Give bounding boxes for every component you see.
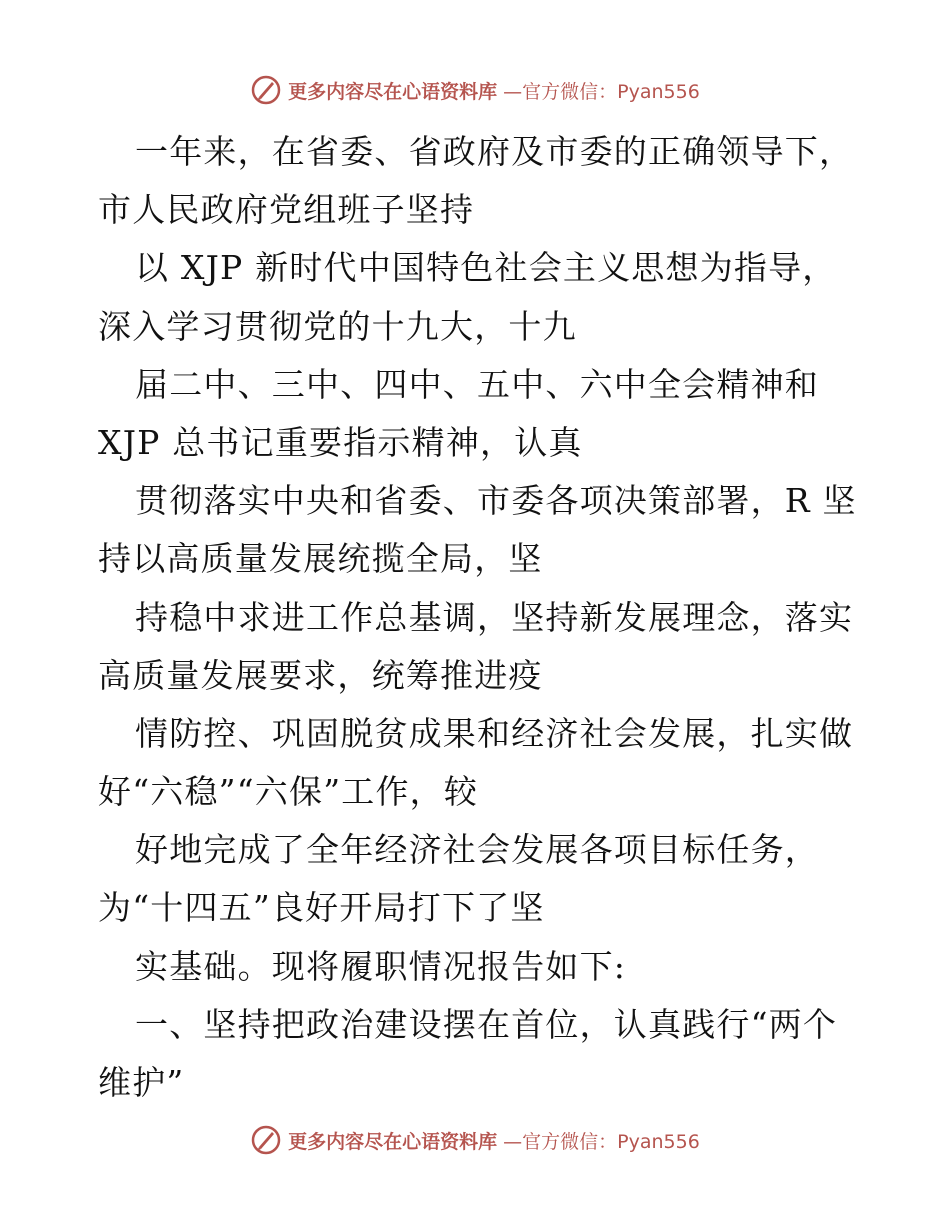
body-line: 以 XJP 新时代中国特色社会主义思想为指导， <box>135 248 837 288</box>
footer-watermark-banner <box>0 1120 950 1160</box>
body-line: 贯彻落实中央和省委、市委各项决策部署，R 坚 <box>135 481 857 521</box>
banner-main-text: 更多内容尽在心语资料库 <box>288 80 498 103</box>
body-line: 市人民政府党组班子坚持 <box>98 190 475 230</box>
quill-pen-circle-icon <box>250 1124 282 1156</box>
quill-pen-circle-icon <box>250 74 282 106</box>
body-line: 高质量发展要求，统筹推进疫 <box>98 655 543 695</box>
document-body <box>98 123 858 1112</box>
body-line: 持稳中求进工作总基调，坚持新发展理念，落实 <box>135 597 854 637</box>
body-line: 一年来，在省委、省政府及市委的正确领导下， <box>135 132 854 171</box>
body-line: 持以高质量发展统揽全局，坚 <box>98 539 543 579</box>
body-line: 维护” <box>98 1063 185 1102</box>
body-line: 深入学习贯彻党的十九大，十九 <box>98 306 577 346</box>
body-line: 好“六稳”“六保”工作，较 <box>98 772 479 812</box>
body-line: 为“十四五”良好开局打下了坚 <box>98 888 545 928</box>
banner-wechat-text: —官方微信：Pyan556 <box>503 80 700 103</box>
body-line: 情防控、巩固脱贫成果和经济社会发展，扎实做 <box>135 713 854 753</box>
body-line: 实基础。现将履职情况报告如下: <box>135 946 627 986</box>
body-line: 好地完成了全年经济社会发展各项目标任务， <box>135 830 819 870</box>
body-line: 届二中、三中、四中、五中、六中全会精神和 <box>135 364 819 404</box>
body-line: 一、坚持把政治建设摆在首位，认真践行“两个 <box>135 1004 838 1044</box>
banner-main-text: 更多内容尽在心语资料库 <box>288 1130 498 1153</box>
banner-wechat-text: —官方微信：Pyan556 <box>503 1130 700 1153</box>
body-line: XJP 总书记重要指示精神，认真 <box>98 422 583 462</box>
header-watermark-banner <box>0 70 950 110</box>
